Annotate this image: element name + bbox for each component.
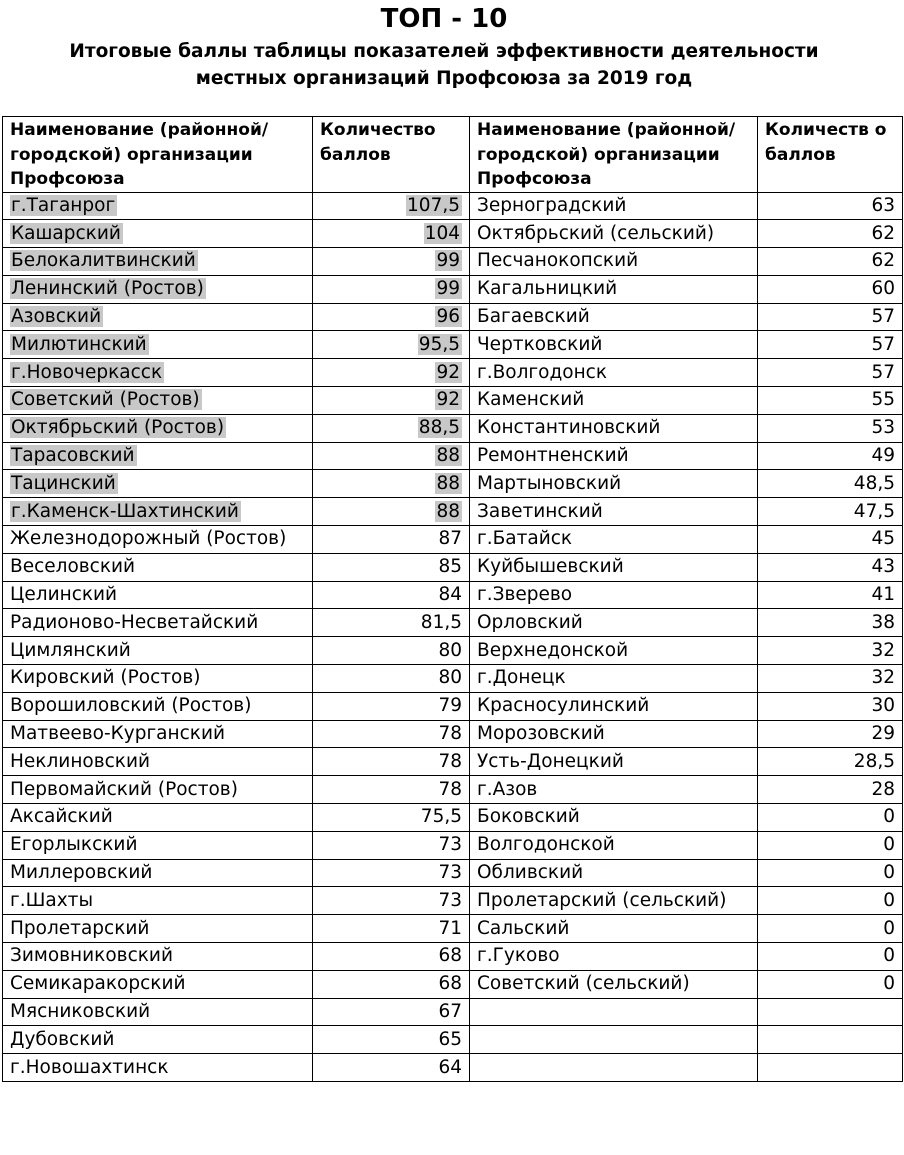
org-score: 38	[871, 611, 895, 633]
org-name: Чертковский	[477, 333, 603, 355]
org-name: Первомайский (Ростов)	[10, 778, 238, 800]
org-score: 92	[436, 361, 460, 383]
org-score: 48,5	[853, 472, 895, 494]
org-name: Зерноградский	[477, 194, 627, 216]
table-header-row	[3, 117, 903, 193]
org-score: 32	[871, 639, 895, 661]
org-name-cell	[3, 1054, 313, 1082]
table-row	[3, 331, 903, 359]
org-name-cell	[470, 609, 758, 637]
org-name-cell	[470, 637, 758, 665]
org-score-cell	[313, 303, 470, 331]
org-name: Пролетарский (сельский)	[477, 889, 727, 911]
org-name: Ремонтненский	[477, 445, 629, 467]
table-row	[3, 665, 903, 693]
table-row	[3, 915, 903, 943]
org-score-cell	[758, 665, 903, 693]
org-score-cell	[758, 192, 903, 220]
org-name: Куйбышевский	[477, 556, 624, 578]
org-score: 0	[883, 834, 895, 856]
org-name-cell	[3, 609, 313, 637]
org-score-cell	[758, 915, 903, 943]
org-name-cell	[470, 943, 758, 971]
org-name-cell	[470, 776, 758, 804]
org-score-cell	[758, 442, 903, 470]
table-row	[3, 553, 903, 581]
org-score-cell	[313, 692, 470, 720]
org-name: Тарасовский	[11, 445, 135, 467]
org-score: 53	[871, 417, 895, 439]
org-name: Константиновский	[477, 417, 661, 439]
org-score-cell	[313, 414, 470, 442]
org-name: Семикаракорский	[10, 973, 186, 995]
org-score-cell	[758, 498, 903, 526]
org-name: г.Батайск	[477, 528, 573, 550]
org-score: 0	[883, 862, 895, 884]
org-score: 30	[871, 695, 895, 717]
org-name: Каменский	[477, 389, 585, 411]
table-row	[3, 943, 903, 971]
results-table	[2, 116, 903, 1082]
org-name-cell	[470, 359, 758, 387]
org-name-cell	[3, 776, 313, 804]
subtitle-line-2: местных организаций Профсоюза за 2019 год	[195, 68, 693, 89]
org-name: Усть-Донецкий	[477, 750, 624, 772]
org-name: Песчанокопский	[477, 250, 639, 272]
org-score-cell	[758, 331, 903, 359]
org-score: 104	[424, 222, 460, 244]
org-score: 62	[871, 250, 895, 272]
org-name-cell	[470, 748, 758, 776]
org-name-cell	[470, 248, 758, 276]
org-name: Веселовский	[10, 556, 136, 578]
table-row	[3, 776, 903, 804]
org-score-cell	[313, 609, 470, 637]
table-row	[3, 887, 903, 915]
org-score-cell	[313, 804, 470, 832]
org-score: 78	[438, 750, 462, 772]
org-name: Октябрьский (сельский)	[477, 222, 715, 244]
org-score: 65	[438, 1028, 462, 1050]
org-score-cell	[313, 859, 470, 887]
org-name-cell	[3, 275, 313, 303]
org-name-cell	[470, 915, 758, 943]
org-name: Орловский	[477, 611, 583, 633]
org-score: 60	[871, 278, 895, 300]
org-name-cell	[3, 637, 313, 665]
org-name: Заветинский	[477, 500, 603, 522]
org-score: 88	[436, 500, 460, 522]
column-header-score-left: Количество баллов	[313, 117, 470, 193]
org-score: 57	[871, 306, 895, 328]
org-name: Зимовниковский	[10, 945, 173, 967]
org-score: 96	[436, 306, 460, 328]
org-name: Кашарский	[11, 222, 121, 244]
org-score: 80	[438, 639, 462, 661]
org-name-cell	[3, 220, 313, 248]
org-score-cell	[313, 1054, 470, 1082]
org-score: 87	[438, 528, 462, 550]
org-score: 57	[871, 361, 895, 383]
table-row	[3, 192, 903, 220]
org-name-cell	[470, 553, 758, 581]
org-name-cell	[3, 1026, 313, 1054]
org-name-cell	[3, 359, 313, 387]
org-score-cell	[758, 470, 903, 498]
org-name-cell	[470, 275, 758, 303]
org-name: Железнодорожный (Ростов)	[10, 528, 287, 550]
org-score-cell	[758, 637, 903, 665]
table-row	[3, 720, 903, 748]
org-score: 45	[871, 528, 895, 550]
org-name-cell	[3, 692, 313, 720]
org-name-cell	[470, 331, 758, 359]
org-name: Радионово-Несветайский	[10, 611, 259, 633]
org-score: 84	[438, 584, 462, 606]
org-name-cell	[470, 414, 758, 442]
table-row	[3, 804, 903, 832]
org-name: Обливский	[477, 862, 584, 884]
org-name: Советский (сельский)	[477, 973, 690, 995]
org-name-cell	[470, 470, 758, 498]
org-score: 49	[871, 445, 895, 467]
org-score-cell	[758, 553, 903, 581]
org-score-cell	[313, 748, 470, 776]
org-name: Сальский	[477, 917, 570, 939]
org-name-cell	[3, 498, 313, 526]
org-score-cell	[313, 581, 470, 609]
table-row	[3, 498, 903, 526]
org-score: 79	[438, 695, 462, 717]
org-score-cell	[758, 581, 903, 609]
table-row	[3, 692, 903, 720]
org-score-cell	[758, 1054, 903, 1082]
org-score: 0	[883, 806, 895, 828]
org-score: 78	[438, 723, 462, 745]
table-row	[3, 609, 903, 637]
org-name-cell	[470, 1026, 758, 1054]
org-score-cell	[313, 970, 470, 998]
org-name-cell	[470, 303, 758, 331]
org-name: Милютинский	[11, 333, 147, 355]
org-score-cell	[313, 1026, 470, 1054]
org-name-cell	[3, 804, 313, 832]
org-score-cell	[758, 720, 903, 748]
table-row	[3, 248, 903, 276]
org-name: Тацинский	[11, 472, 116, 494]
org-name-cell	[3, 303, 313, 331]
org-score: 68	[438, 973, 462, 995]
org-name-cell	[470, 692, 758, 720]
column-header-name-right: Наименование (районной/городской) организации Профсоюза	[470, 117, 758, 193]
org-score-cell	[313, 442, 470, 470]
org-name-cell	[3, 248, 313, 276]
org-name: г.Азов	[477, 778, 538, 800]
org-score: 57	[871, 333, 895, 355]
org-name: Матвеево-Курганский	[10, 723, 226, 745]
table-row	[3, 359, 903, 387]
org-score-cell	[313, 470, 470, 498]
org-name-cell	[470, 831, 758, 859]
org-score-cell	[758, 776, 903, 804]
table-row	[3, 442, 903, 470]
org-name: Ворошиловский (Ростов)	[10, 695, 252, 717]
org-name-cell	[3, 442, 313, 470]
org-name-cell	[470, 998, 758, 1026]
org-score-cell	[313, 720, 470, 748]
org-score-cell	[313, 275, 470, 303]
org-score-cell	[313, 220, 470, 248]
org-score-cell	[758, 804, 903, 832]
org-score-cell	[313, 943, 470, 971]
org-name: Мартыновский	[477, 472, 622, 494]
org-name: г.Донецк	[477, 667, 566, 689]
org-score: 47,5	[853, 500, 895, 522]
org-name: Боковский	[477, 806, 580, 828]
table-row	[3, 220, 903, 248]
org-name: г.Каменск-Шахтинский	[11, 500, 239, 522]
org-name: Неклиновский	[10, 750, 151, 772]
table-row	[3, 275, 903, 303]
org-name-cell	[3, 553, 313, 581]
org-score-cell	[313, 359, 470, 387]
org-score: 88	[436, 472, 460, 494]
org-score-cell	[758, 970, 903, 998]
org-name-cell	[3, 331, 313, 359]
org-score-cell	[758, 303, 903, 331]
org-score-cell	[313, 553, 470, 581]
org-score-cell	[758, 609, 903, 637]
org-name-cell	[3, 720, 313, 748]
org-name-cell	[470, 442, 758, 470]
org-score-cell	[313, 248, 470, 276]
org-name-cell	[3, 526, 313, 554]
org-score-cell	[313, 915, 470, 943]
org-name-cell	[3, 414, 313, 442]
org-name-cell	[470, 970, 758, 998]
org-score-cell	[313, 526, 470, 554]
org-score-cell	[758, 887, 903, 915]
org-name: Мясниковский	[10, 1001, 151, 1022]
org-score-cell	[313, 998, 470, 1026]
org-name-cell	[470, 859, 758, 887]
org-name: Октябрьский (Ростов)	[11, 417, 225, 439]
org-score: 67	[438, 1001, 462, 1022]
org-name: Белокалитвинский	[11, 250, 196, 272]
org-score: 55	[871, 389, 895, 411]
org-name-cell	[470, 665, 758, 693]
org-score: 43	[871, 556, 895, 578]
org-score: 88	[436, 445, 460, 467]
org-name: г.Новочеркасск	[11, 361, 163, 383]
org-name: Кагальницкий	[477, 278, 618, 300]
org-score-cell	[758, 1026, 903, 1054]
org-score: 88,5	[418, 417, 460, 439]
org-score-cell	[758, 387, 903, 415]
org-score-cell	[758, 692, 903, 720]
org-score-cell	[313, 887, 470, 915]
table-row	[3, 1026, 903, 1054]
org-score: 0	[883, 973, 895, 995]
org-score-cell	[758, 859, 903, 887]
org-name-cell	[470, 1054, 758, 1082]
org-name: Дубовский	[10, 1028, 115, 1050]
org-name: Советский (Ростов)	[11, 389, 200, 411]
org-name: Егорлыкский	[10, 834, 138, 856]
org-name: Цимлянский	[10, 639, 131, 661]
org-name: г.Зверево	[477, 584, 573, 606]
subtitle-line-1: Итоговые баллы таблицы показателей эффективности деятельности	[69, 41, 819, 62]
org-name-cell	[3, 470, 313, 498]
org-name-cell	[3, 748, 313, 776]
org-name-cell	[3, 943, 313, 971]
org-score-cell	[758, 248, 903, 276]
org-name: г.Таганрог	[11, 194, 116, 216]
org-score-cell	[313, 776, 470, 804]
org-score-cell	[313, 831, 470, 859]
org-name: Морозовский	[477, 723, 605, 745]
org-score: 81,5	[420, 611, 462, 633]
page-title: ТОП - 10	[380, 4, 508, 34]
org-score: 73	[438, 889, 462, 911]
org-name-cell	[470, 387, 758, 415]
org-score: 29	[871, 723, 895, 745]
org-score-cell	[758, 943, 903, 971]
table-row	[3, 526, 903, 554]
org-score-cell	[313, 331, 470, 359]
org-name: г.Новошахтинск	[10, 1056, 169, 1078]
org-score: 68	[438, 945, 462, 967]
table-body	[3, 192, 903, 1082]
org-name-cell	[3, 887, 313, 915]
org-score-cell	[758, 998, 903, 1026]
org-score: 80	[438, 667, 462, 689]
org-score-cell	[758, 526, 903, 554]
org-name: г.Шахты	[10, 889, 94, 911]
org-score: 63	[871, 194, 895, 216]
org-name: Целинский	[10, 584, 118, 606]
org-name-cell	[470, 720, 758, 748]
org-score-cell	[313, 387, 470, 415]
table-row	[3, 970, 903, 998]
org-name-cell	[3, 859, 313, 887]
table-row	[3, 637, 903, 665]
org-score-cell	[758, 748, 903, 776]
org-score: 75,5	[420, 806, 462, 828]
org-score: 0	[883, 889, 895, 911]
org-name-cell	[470, 804, 758, 832]
org-name-cell	[3, 581, 313, 609]
page-subtitle	[0, 38, 888, 92]
table-row	[3, 748, 903, 776]
org-name: Кировский (Ростов)	[10, 667, 201, 689]
org-name-cell	[470, 220, 758, 248]
org-name-cell	[3, 665, 313, 693]
org-name-cell	[470, 498, 758, 526]
org-score-cell	[758, 275, 903, 303]
org-name-cell	[470, 526, 758, 554]
org-score: 73	[438, 862, 462, 884]
org-name-cell	[3, 970, 313, 998]
org-name: Ленинский (Ростов)	[11, 278, 204, 300]
org-score: 107,5	[407, 194, 460, 216]
org-name-cell	[470, 581, 758, 609]
org-score: 41	[871, 584, 895, 606]
org-name-cell	[3, 998, 313, 1026]
table-row	[3, 831, 903, 859]
org-name: г.Гуково	[477, 945, 560, 967]
org-score: 71	[438, 917, 462, 939]
org-name-cell	[3, 192, 313, 220]
column-header-name-left: Наименование (районной/городской) организации Профсоюза	[3, 117, 313, 193]
table-row	[3, 581, 903, 609]
table-row	[3, 303, 903, 331]
org-score-cell	[758, 359, 903, 387]
column-header-score-right: Количеств о баллов	[758, 117, 903, 193]
org-score: 85	[438, 556, 462, 578]
table-row	[3, 1054, 903, 1082]
org-name: Багаевский	[477, 306, 590, 328]
org-name: Верхнедонской	[477, 639, 629, 661]
org-score-cell	[313, 192, 470, 220]
table-row	[3, 998, 903, 1026]
table-row	[3, 470, 903, 498]
org-name: Красносулинский	[477, 695, 650, 717]
org-score: 64	[438, 1056, 462, 1078]
org-name: Аксайский	[10, 806, 113, 828]
org-name: г.Волгодонск	[477, 361, 608, 383]
org-score: 73	[438, 834, 462, 856]
org-score: 62	[871, 222, 895, 244]
org-score-cell	[758, 414, 903, 442]
org-score-cell	[313, 498, 470, 526]
org-name: Миллеровский	[10, 862, 153, 884]
org-score: 92	[436, 389, 460, 411]
org-name-cell	[470, 192, 758, 220]
org-score-cell	[758, 220, 903, 248]
org-score: 99	[436, 250, 460, 272]
table-row	[3, 414, 903, 442]
org-name-cell	[3, 915, 313, 943]
org-score: 28,5	[853, 750, 895, 772]
org-score-cell	[313, 637, 470, 665]
table-row	[3, 387, 903, 415]
org-score: 99	[436, 278, 460, 300]
org-score-cell	[313, 665, 470, 693]
table-row	[3, 859, 903, 887]
org-score: 78	[438, 778, 462, 800]
org-score: 28	[871, 778, 895, 800]
org-name-cell	[470, 887, 758, 915]
org-name-cell	[3, 831, 313, 859]
org-score: 32	[871, 667, 895, 689]
org-name: Азовский	[11, 306, 102, 328]
org-score: 0	[883, 917, 895, 939]
org-score: 95,5	[418, 333, 460, 355]
org-name: Пролетарский	[10, 917, 150, 939]
org-score-cell	[758, 831, 903, 859]
org-name-cell	[3, 387, 313, 415]
org-score: 0	[883, 945, 895, 967]
org-name: Волгодонской	[477, 834, 615, 856]
